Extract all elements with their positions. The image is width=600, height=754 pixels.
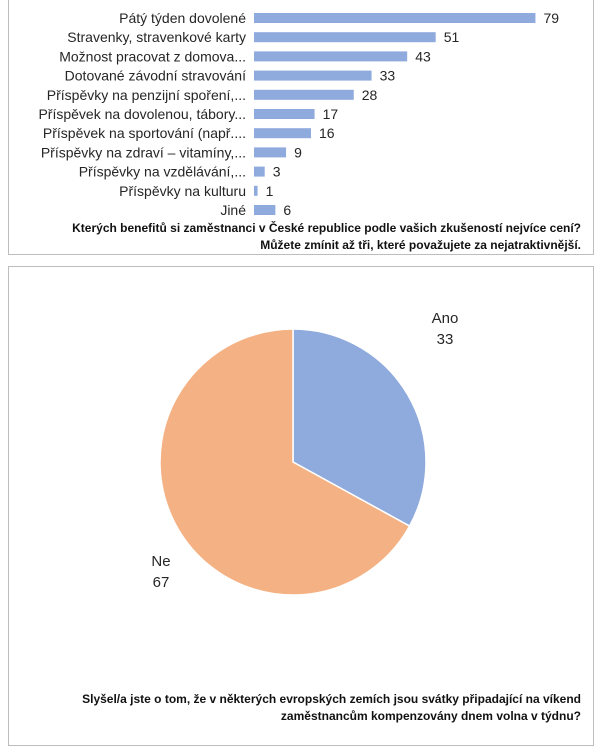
category-label-7: Příspěvky na zdraví – vitamíny,... [40, 144, 246, 161]
value-label-3: 33 [379, 67, 396, 84]
pie-chart-panel [8, 266, 594, 746]
bar-6 [254, 128, 311, 138]
category-label-4: Příspěvky na penzijní spoření,... [46, 86, 246, 103]
value-label-8: 3 [272, 163, 281, 180]
bar-1 [254, 32, 436, 42]
bar-2 [254, 51, 407, 61]
category-label-9: Příspěvky na kulturu [119, 182, 246, 199]
value-label-1: 51 [443, 29, 460, 46]
value-label-2: 43 [415, 48, 431, 65]
bar-7 [254, 147, 286, 157]
category-label-1: Stravenky, stravenkové karty [67, 29, 246, 46]
bar-3 [254, 71, 372, 81]
bar-caption-line-2: Můžete zmínit až tři, které považujete za nejatraktivnější. [260, 238, 581, 252]
bar-chart-panel [8, 0, 594, 255]
pie-caption-line-2: zaměstnancům kompenzovány dnem volna v týdnu? [280, 709, 581, 723]
value-label-9: 1 [265, 182, 274, 199]
pie-caption-line-1: Slyšel/a jste o tom, že v některých evropských zemích jsou svátky připadající na víkend [82, 692, 581, 706]
category-label-8: Příspěvky na vzdělávání,... [78, 163, 246, 180]
bar-4 [254, 90, 354, 100]
bar-chart [9, 0, 595, 255]
bar-8 [254, 167, 265, 177]
pie-value-ano: 33 [436, 331, 454, 349]
value-label-4: 28 [361, 86, 378, 103]
bar-0 [254, 13, 535, 23]
category-label-5: Příspěvek na dovolenou, tábory... [38, 106, 246, 122]
value-label-0: 79 [543, 10, 560, 26]
category-label-0: Pátý týden dovolené [119, 10, 246, 26]
bar-10 [254, 205, 275, 215]
bar-5 [254, 109, 315, 119]
value-label-7: 9 [294, 144, 302, 161]
bar-chart-caption [72, 220, 581, 254]
pie-chart-caption [82, 691, 581, 725]
value-label-6: 16 [319, 125, 335, 142]
category-label-3: Dotované závodní stravování [64, 67, 246, 84]
category-label-10: Jiné [220, 202, 246, 218]
bar-9 [254, 186, 258, 196]
pie-chart [9, 267, 595, 747]
value-label-5: 17 [322, 106, 339, 122]
category-label-2: Možnost pracovat z domova... [59, 48, 246, 65]
value-label-10: 6 [283, 202, 292, 218]
pie-value-ne: 67 [152, 573, 170, 591]
pie-label-ano: Ano [431, 310, 459, 328]
bar-caption-line-1: Kterých benefitů si zaměstnanci v České republice podle vašich zkušeností nejvíce cení? [72, 221, 581, 235]
pie-label-ne: Ne [151, 552, 171, 570]
category-label-6: Příspěvek na sportování (např.... [42, 125, 246, 142]
